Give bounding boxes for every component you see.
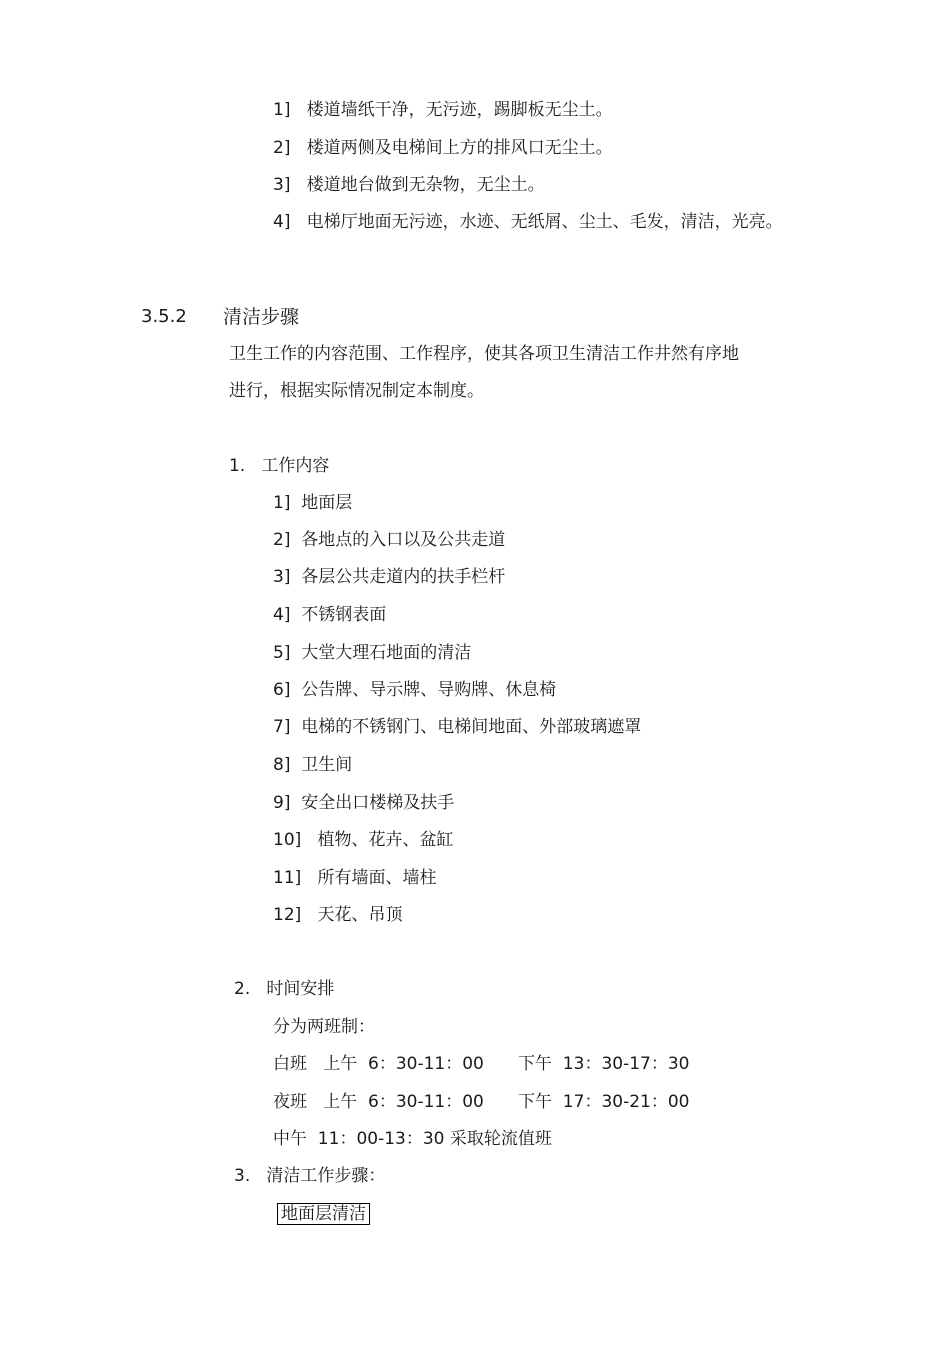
night-shift-pm: 下午 17：30-21：00 — [518, 1092, 690, 1112]
day-shift-pm: 下午 13：30-17：30 — [518, 1054, 690, 1074]
work-content-item-10: 10] 植物、花卉、盆缸 — [273, 830, 454, 850]
work-content-item-11: 11] 所有墙面、墙柱 — [273, 868, 437, 888]
schedule-intro: 分为两班制： — [273, 1017, 375, 1037]
work-content-item-7: 7] 电梯的不锈钢门、电梯间地面、外部玻璃遮罩 — [273, 717, 642, 737]
work-content-item-2: 2] 各地点的入口以及公共走道 — [273, 530, 506, 550]
work-content-item-1: 1] 地面层 — [273, 493, 353, 513]
work-content-item-6: 6] 公告牌、导示牌、导购牌、休息椅 — [273, 680, 557, 700]
work-content-item-3: 3] 各层公共走道内的扶手栏杆 — [273, 567, 506, 587]
section-intro-line-2: 进行，根据实际情况制定本制度。 — [229, 381, 484, 401]
work-content-item-4: 4] 不锈钢表面 — [273, 605, 387, 625]
steps-heading: 3. 清洁工作步骤： — [234, 1166, 386, 1186]
section-title: 清洁步骤 — [223, 306, 300, 328]
work-content-item-8: 8] 卫生间 — [273, 755, 353, 775]
schedule-heading: 2. 时间安排 — [234, 979, 335, 999]
top-list-item-2: 2] 楼道两侧及电梯间上方的排风口无尘土。 — [273, 138, 613, 158]
work-content-item-12: 12] 天花、吊顶 — [273, 905, 403, 925]
top-list-item-4: 4] 电梯厅地面无污迹，水迹、无纸屑、尘土、毛发，清洁，光亮。 — [273, 212, 783, 232]
day-shift-am: 白班 上午 6：30-11：00 — [273, 1054, 484, 1074]
top-list-item-1: 1] 楼道墙纸干净，无污迹，踢脚板无尘土。 — [273, 100, 613, 120]
section-intro-line-1: 卫生工作的内容范围、工作程序，使其各项卫生清洁工作井然有序地 — [229, 344, 739, 364]
work-content-item-9: 9] 安全出口楼梯及扶手 — [273, 793, 455, 813]
noon-shift: 中午 11：00-13：30 采取轮流值班 — [273, 1129, 552, 1149]
section-number: 3.5.2 — [141, 306, 187, 327]
work-content-heading: 1. 工作内容 — [229, 456, 330, 476]
night-shift-am: 夜班 上午 6：30-11：00 — [273, 1092, 484, 1112]
top-list-item-3: 3] 楼道地台做到无杂物，无尘土。 — [273, 175, 545, 195]
work-content-item-5: 5] 大堂大理石地面的清洁 — [273, 643, 472, 663]
boxed-label-ground-floor: 地面层清洁 — [277, 1203, 370, 1225]
